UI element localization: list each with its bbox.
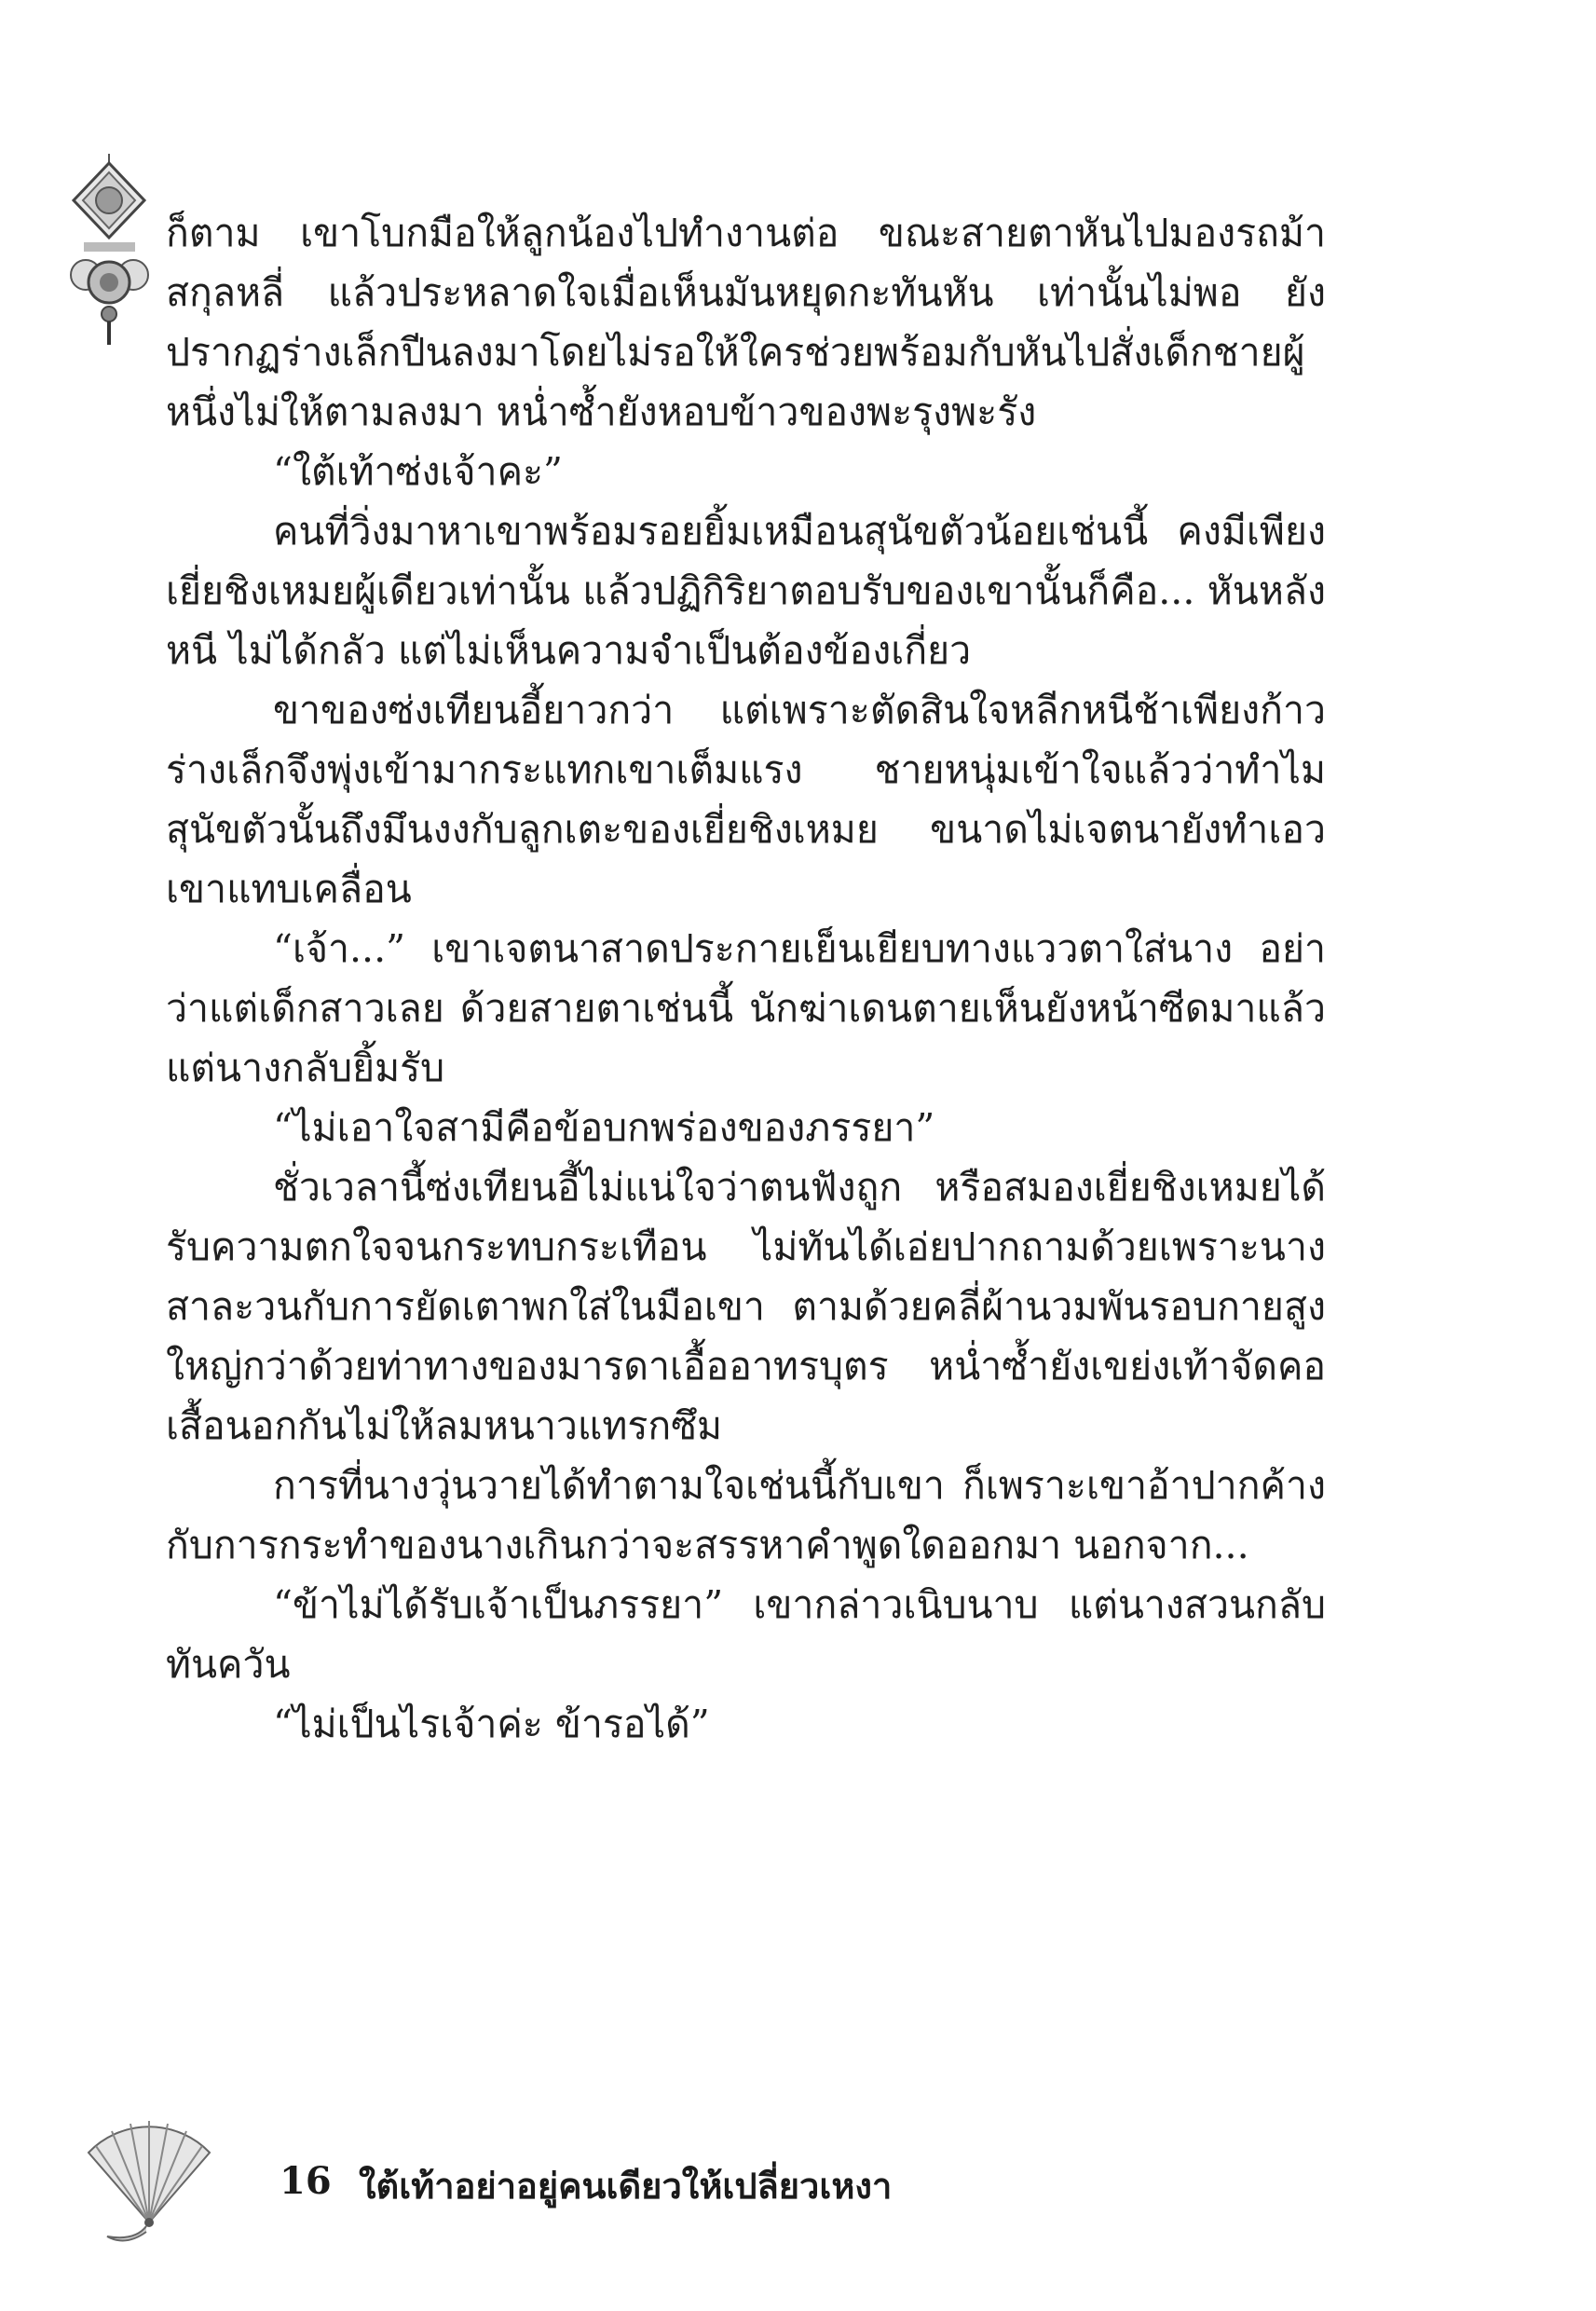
paragraph: คนที่วิ่งมาหาเขาพร้อมรอยยิ้มเหมือนสุนัขตัวน้อยเช่นนี้ คงมีเพียงเยี่ยชิงเหมยผู้เดียวเท่านั้น แล้วปฏิกิริยาตอบรับของเขานั้นก็คือ... หันหลังหนี ไม่ได้กลัว แต่ไม่เห็นความจำเป็นต้องข้องเกี่ยว: [166, 509, 1326, 673]
paragraph: “เจ้า...” เขาเจตนาสาดประกายเย็นเยียบทางแววตาใส่นาง อย่าว่าแต่เด็กสาวเลย ด้วยสายตาเช่นนี้ นักฆ่าเดนตายเห็นยังหน้าซีดมาแล้ว แต่นางกลับยิ้มรับ: [166, 926, 1326, 1090]
page-number: 16: [280, 2159, 332, 2203]
page-footer: [79, 2111, 1104, 2250]
book-title: ใต้เท้าอย่าอยู่คนเดียวให้เปลี่ยวเหงา: [359, 2166, 893, 2207]
paragraph: “ใต้เท้าซ่งเจ้าคะ”: [273, 449, 563, 494]
folding-fan-icon: [79, 2111, 219, 2250]
paragraph: “ไม่เอาใจสามีคือข้อบกพร่องของภรรยา”: [273, 1105, 935, 1150]
paragraph: การที่นางวุ่นวายได้ทำตามใจเช่นนี้กับเขา ก็เพราะเขาอ้าปากค้างกับการกระทำของนางเกินกว่าจะสรรหาคำพูดใดออกมา นอกจาก...: [166, 1463, 1326, 1567]
body-text: [166, 203, 1326, 1754]
paragraph: “ไม่เป็นไรเจ้าค่ะ ข้ารอได้”: [273, 1702, 710, 1746]
paragraph: ขาของซ่งเทียนอี้ยาวกว่า แต่เพราะตัดสินใจหลีกหนีช้าเพียงก้าว ร่างเล็กจึงพุ่งเข้ามากระแทกเขาเต็มแรง ชายหนุ่มเข้าใจแล้วว่าทำไม สุนัขตัวนั้นถึงมึนงงกับลูกเตะของเยี่ยชิงเหมย ขนาดไม่เจตนายังทำเอวเขาแทบเคลื่อน: [166, 688, 1326, 911]
paragraph: “ข้าไม่ได้รับเจ้าเป็นภรรยา” เขากล่าวเนิบนาบ แต่นางสวนกลับทันควัน: [166, 1582, 1326, 1687]
paragraph: ก็ตาม เขาโบกมือให้ลูกน้องไปทำงานต่อ ขณะสายตาหันไปมองรถม้าสกุลหลี่ แล้วประหลาดใจเมื่อเห็นมันหยุดกะทันหัน เท่านั้นไม่พอ ยังปรากฏร่างเล็กปีนลงมาโดยไม่รอให้ใครช่วยพร้อมกับหันไปสั่งเด็กชายผู้หนึ่งไม่ให้ตามลงมา หน่ำซ้ำยังหอบข้าวของพะรุงพะรัง: [166, 211, 1326, 434]
paragraph: ชั่วเวลานี้ซ่งเทียนอี้ไม่แน่ใจว่าตนฟังถูก หรือสมองเยี่ยชิงเหมยได้รับความตกใจจนกระทบกระเทือน ไม่ทันได้เอ่ยปากถามด้วยเพราะนางสาละวนกับการยัดเตาพกใส่ในมือเขา ตามด้วยคลี่ผ้านวมพันรอบกายสูงใหญ่กว่าด้วยท่าทางของมารดาเอื้ออาทรบุตร หน่ำซ้ำยังเขย่งเท้าจัดคอเสื้อนอกกันไม่ให้ลมหนาวแทรกซึม: [166, 1165, 1326, 1448]
hanging-ornament-icon: [65, 154, 154, 349]
